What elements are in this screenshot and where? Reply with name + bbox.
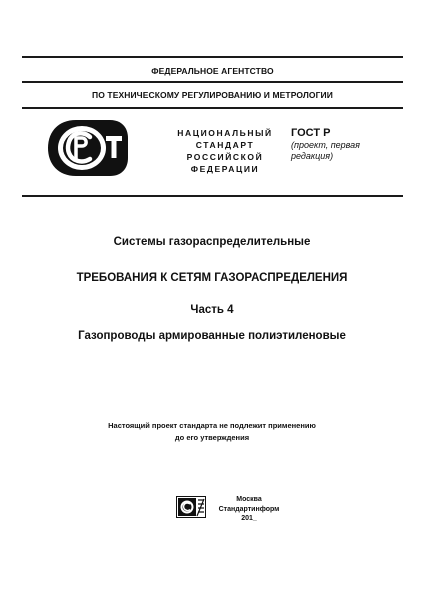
title-part-number: Часть 4 <box>190 304 234 316</box>
standartinform-logo-icon <box>176 496 206 518</box>
publisher-name: Стандартинформ <box>218 505 280 513</box>
title-requirements: ТРЕБОВАНИЯ К СЕТЯМ ГАЗОРАСПРЕДЕЛЕНИЯ <box>76 272 348 284</box>
gost-title: ГОСТ Р <box>291 127 331 139</box>
top-rule <box>22 56 403 58</box>
gost-status-line1: (проект, первая <box>291 140 360 150</box>
header-divider-rule <box>22 81 403 83</box>
publisher-city: Москва <box>236 496 262 503</box>
publisher-year: 201_ <box>241 515 257 522</box>
title-system-name: Системы газораспределительные <box>113 236 311 248</box>
gost-status-line2: редакция) <box>291 151 334 161</box>
publisher-info <box>214 495 284 524</box>
standard-block-bottom-rule <box>22 195 403 197</box>
rst-certification-logo-icon <box>46 118 130 178</box>
gost-designation-block <box>291 127 401 162</box>
draft-notice-line1: Настоящий проект стандарта не подлежит применению <box>108 421 316 430</box>
draft-notice <box>0 420 424 444</box>
agency-name-line2: ПО ТЕХНИЧЕСКОМУ РЕГУЛИРОВАНИЮ И МЕТРОЛОГИИ <box>92 90 333 100</box>
national-label-line4: ФЕДЕРАЦИИ <box>190 164 260 174</box>
national-label-line3: РОССИЙСКОЙ <box>186 152 264 162</box>
national-standard-label <box>170 127 280 175</box>
national-label-line2: СТАНДАРТ <box>195 140 255 150</box>
title-part-name: Газопроводы армированные полиэтиленовые <box>78 330 346 342</box>
agency-name-line1: ФЕДЕРАЛЬНОЕ АГЕНТСТВО <box>151 66 274 76</box>
draft-notice-line2: до его утверждения <box>174 433 250 442</box>
national-label-line1: НАЦИОНАЛЬНЫЙ <box>177 128 273 138</box>
header-bottom-rule <box>22 107 403 109</box>
